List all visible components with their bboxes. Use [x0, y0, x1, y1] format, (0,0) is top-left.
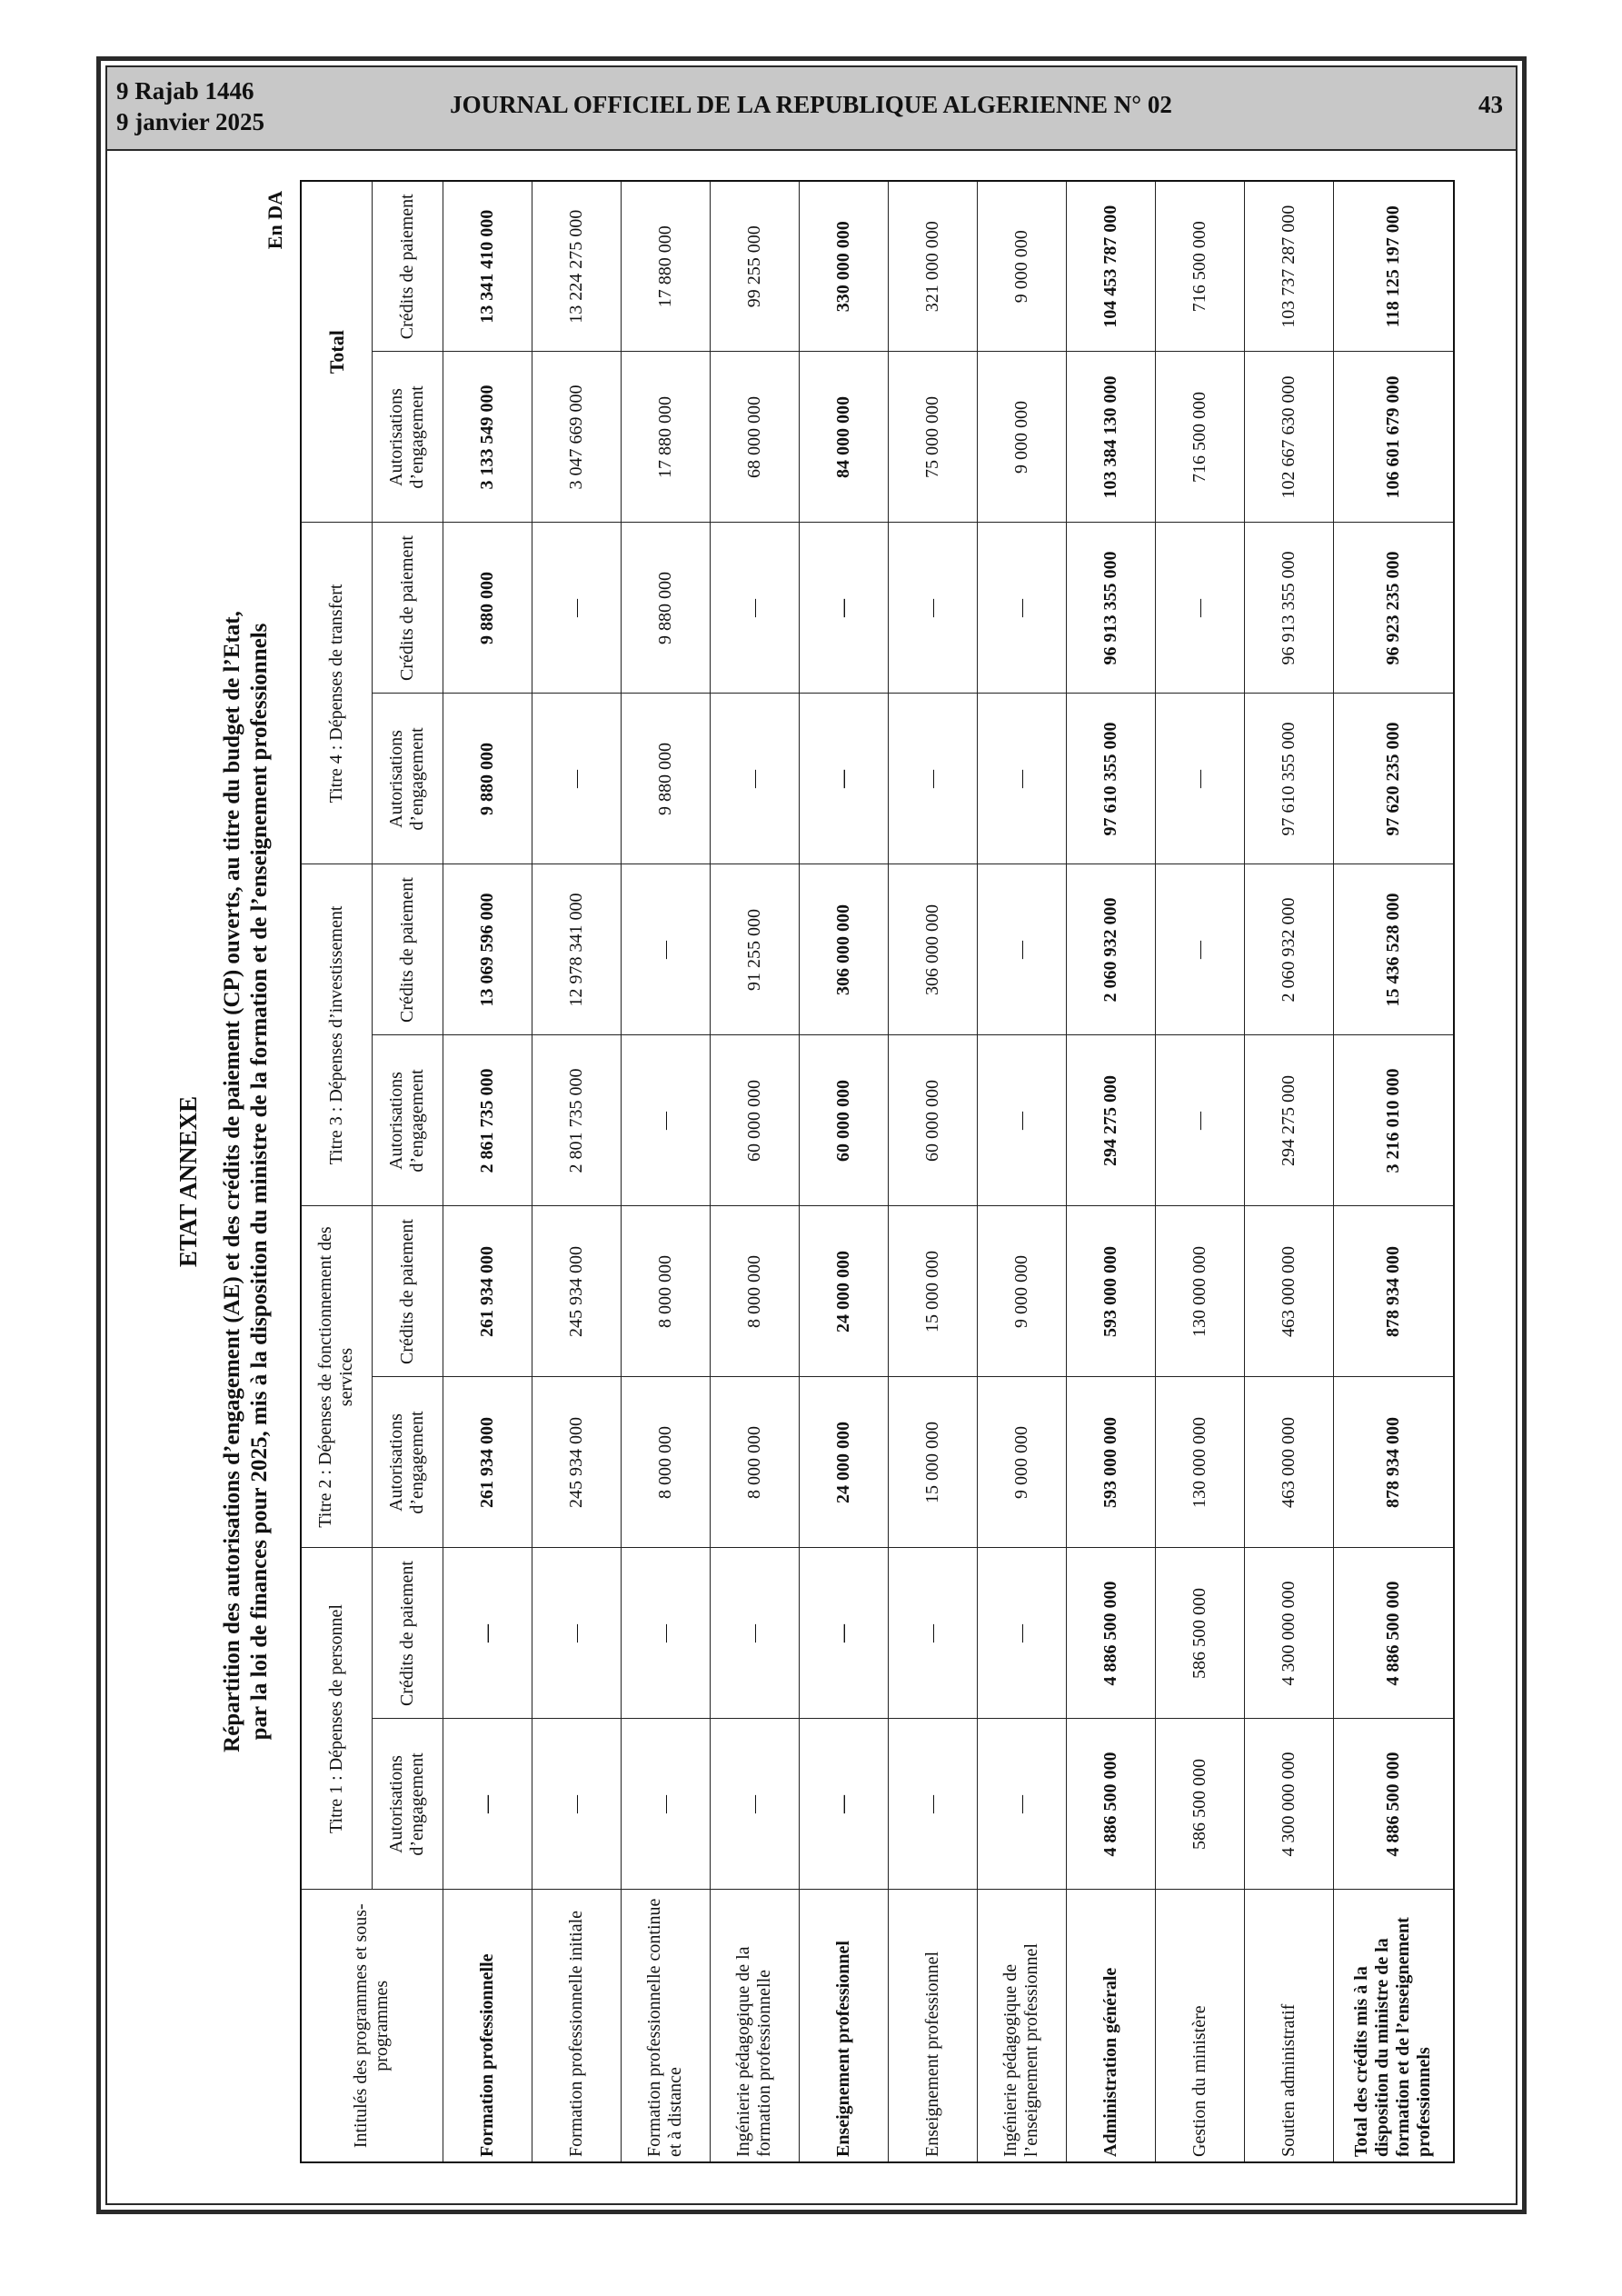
- value-cell: 12 978 341 000: [532, 864, 621, 1035]
- value-cell: 97 610 355 000: [1244, 694, 1333, 864]
- value-cell: 245 934 000: [532, 1206, 621, 1377]
- value-cell: 261 934 000: [443, 1206, 532, 1377]
- value-cell: —: [799, 523, 888, 694]
- sub-header-cp: Crédits de paiement: [372, 864, 443, 1035]
- value-cell: —: [977, 1035, 1066, 1206]
- value-cell: 104 453 787 000: [1066, 181, 1155, 352]
- table-row: [977, 181, 1066, 2162]
- header-date-gregorian: 9 janvier 2025: [116, 108, 264, 135]
- table-row: [621, 181, 710, 2162]
- value-cell: 99 255 000: [710, 181, 799, 352]
- sub-header-cp: Crédits de paiement: [372, 1548, 443, 1719]
- table-row: [443, 181, 532, 2162]
- annex-description-line1: Répartition des autorisations d’engagement (AE) et des crédits de paiement (CP) ouverts, au titre du budget de l’Etat,: [220, 611, 244, 1752]
- value-cell: 9 000 000: [977, 1377, 1066, 1548]
- group-header-titre1: Titre 1 : Dépenses de personnel: [301, 1548, 372, 1890]
- value-cell: 96 923 235 000: [1333, 523, 1454, 694]
- value-cell: 97 610 355 000: [1066, 694, 1155, 864]
- sub-header-ae: Autorisations d’engagement: [372, 1719, 443, 1890]
- value-cell: 306 000 000: [799, 864, 888, 1035]
- value-cell: 17 880 000: [621, 352, 710, 523]
- value-cell: 306 000 000: [888, 864, 977, 1035]
- value-cell: 330 000 000: [799, 181, 888, 352]
- value-cell: 103 384 130 000: [1066, 352, 1155, 523]
- header-journal-title: JOURNAL OFFICIEL DE LA REPUBLIQUE ALGERIENNE N° 02: [450, 91, 1172, 118]
- sub-header-ae: Autorisations d’engagement: [372, 1377, 443, 1548]
- value-cell: 24 000 000: [799, 1377, 888, 1548]
- sub-header-cp: Crédits de paiement: [372, 523, 443, 694]
- value-cell: 2 861 735 000: [443, 1035, 532, 1206]
- row-label: Formation professionnelle continue et à distance: [621, 1890, 710, 2162]
- value-cell: 91 255 000: [710, 864, 799, 1035]
- value-cell: —: [710, 1548, 799, 1719]
- sub-header-ae: Autorisations d’engagement: [372, 694, 443, 864]
- table-row: [1333, 181, 1454, 2162]
- value-cell: 8 000 000: [710, 1377, 799, 1548]
- value-cell: 586 500 000: [1155, 1548, 1244, 1719]
- table-row: [532, 181, 621, 2162]
- value-cell: —: [532, 1719, 621, 1890]
- value-cell: 13 224 275 000: [532, 181, 621, 352]
- value-cell: 4 300 000 000: [1244, 1719, 1333, 1890]
- label-column-header: Intitulés des programmes et sous-programmes: [301, 1890, 443, 2162]
- group-header-total: Total: [301, 181, 372, 523]
- value-cell: 2 801 735 000: [532, 1035, 621, 1206]
- value-cell: —: [977, 864, 1066, 1035]
- value-cell: —: [621, 1035, 710, 1206]
- value-cell: —: [977, 694, 1066, 864]
- value-cell: 68 000 000: [710, 352, 799, 523]
- value-cell: 261 934 000: [443, 1377, 532, 1548]
- value-cell: 4 886 500 000: [1066, 1719, 1155, 1890]
- value-cell: 60 000 000: [710, 1035, 799, 1206]
- value-cell: 13 341 410 000: [443, 181, 532, 352]
- value-cell: —: [977, 1719, 1066, 1890]
- budget-table: [300, 180, 1455, 2163]
- value-cell: 294 275 000: [1066, 1035, 1155, 1206]
- header-page-number: 43: [1478, 91, 1503, 118]
- row-label: Soutien administratif: [1244, 1890, 1333, 2162]
- value-cell: —: [799, 1719, 888, 1890]
- value-cell: —: [443, 1548, 532, 1719]
- value-cell: 463 000 000: [1244, 1206, 1333, 1377]
- value-cell: 9 000 000: [977, 352, 1066, 523]
- value-cell: 60 000 000: [888, 1035, 977, 1206]
- value-cell: —: [977, 523, 1066, 694]
- value-cell: —: [1155, 523, 1244, 694]
- value-cell: —: [799, 1548, 888, 1719]
- row-label: Gestion du ministère: [1155, 1890, 1244, 2162]
- value-cell: 13 069 596 000: [443, 864, 532, 1035]
- value-cell: 96 913 355 000: [1244, 523, 1333, 694]
- annex-description-line2: par la loi de finances pour 2025, mis à la disposition du ministre de la formation et de l’enseignement professionnels: [247, 623, 272, 1741]
- group-header-titre3: Titre 3 : Dépenses d’investissement: [301, 864, 372, 1206]
- sub-header-ae: Autorisations d’engagement: [372, 1035, 443, 1206]
- sub-header-ae: Autorisations d’engagement: [372, 352, 443, 523]
- value-cell: 4 886 500 000: [1333, 1719, 1454, 1890]
- annex-title: ETAT ANNEXE: [174, 1095, 202, 1268]
- value-cell: 878 934 000: [1333, 1206, 1454, 1377]
- row-label: Total des crédits mis à la disposition du ministre de la formation et de l’enseignement professionnels: [1333, 1890, 1454, 2162]
- value-cell: 586 500 000: [1155, 1719, 1244, 1890]
- row-label: Enseignement professionnel: [888, 1890, 977, 2162]
- table-row: [1066, 181, 1155, 2162]
- value-cell: —: [888, 694, 977, 864]
- value-cell: 245 934 000: [532, 1377, 621, 1548]
- value-cell: 130 000 000: [1155, 1377, 1244, 1548]
- value-cell: 97 620 235 000: [1333, 694, 1454, 864]
- value-cell: 3 216 010 000: [1333, 1035, 1454, 1206]
- value-cell: 84 000 000: [799, 352, 888, 523]
- group-header-titre2: Titre 2 : Dépenses de fonctionnement des services: [301, 1206, 372, 1548]
- value-cell: 8 000 000: [621, 1377, 710, 1548]
- row-label: Administration générale: [1066, 1890, 1155, 2162]
- value-cell: 9 880 000: [443, 694, 532, 864]
- value-cell: —: [977, 1548, 1066, 1719]
- value-cell: —: [888, 1548, 977, 1719]
- value-cell: 102 667 630 000: [1244, 352, 1333, 523]
- rotated-annex-content: [164, 173, 1454, 2191]
- sub-header-cp: Crédits de paiement: [372, 181, 443, 352]
- value-cell: —: [888, 523, 977, 694]
- value-cell: —: [532, 523, 621, 694]
- value-cell: 9 880 000: [443, 523, 532, 694]
- value-cell: 8 000 000: [710, 1206, 799, 1377]
- value-cell: 15 000 000: [888, 1377, 977, 1548]
- table-body: [443, 181, 1454, 2162]
- header-date-hijri: 9 Rajab 1446: [116, 77, 254, 105]
- value-cell: —: [799, 694, 888, 864]
- value-cell: 878 934 000: [1333, 1377, 1454, 1548]
- value-cell: 96 913 355 000: [1066, 523, 1155, 694]
- table-row: [1244, 181, 1333, 2162]
- value-cell: 103 737 287 000: [1244, 181, 1333, 352]
- row-label: Enseignement professionnel: [799, 1890, 888, 2162]
- value-cell: —: [621, 864, 710, 1035]
- table-row: [888, 181, 977, 2162]
- value-cell: 321 000 000: [888, 181, 977, 352]
- value-cell: —: [1155, 1035, 1244, 1206]
- group-header-titre4: Titre 4 : Dépenses de transfert: [301, 523, 372, 864]
- table-row: [710, 181, 799, 2162]
- row-label: Formation professionnelle initiale: [532, 1890, 621, 2162]
- sub-header-cp: Crédits de paiement: [372, 1206, 443, 1377]
- value-cell: —: [710, 694, 799, 864]
- value-cell: —: [532, 1548, 621, 1719]
- value-cell: 9 000 000: [977, 181, 1066, 352]
- value-cell: 118 125 197 000: [1333, 181, 1454, 352]
- value-cell: 2 060 932 000: [1244, 864, 1333, 1035]
- value-cell: 3 047 669 000: [532, 352, 621, 523]
- value-cell: —: [532, 694, 621, 864]
- row-label: Ingénierie pédagogique de la formation professionnelle: [710, 1890, 799, 2162]
- value-cell: 593 000 000: [1066, 1206, 1155, 1377]
- value-cell: 15 436 528 000: [1333, 864, 1454, 1035]
- value-cell: 75 000 000: [888, 352, 977, 523]
- value-cell: 716 500 000: [1155, 352, 1244, 523]
- value-cell: 106 601 679 000: [1333, 352, 1454, 523]
- value-cell: 2 060 932 000: [1066, 864, 1155, 1035]
- value-cell: 17 880 000: [621, 181, 710, 352]
- value-cell: 4 886 500 000: [1333, 1548, 1454, 1719]
- value-cell: 4 886 500 000: [1066, 1548, 1155, 1719]
- value-cell: 716 500 000: [1155, 181, 1244, 352]
- currency-unit: En DA: [264, 191, 286, 250]
- value-cell: 8 000 000: [621, 1206, 710, 1377]
- value-cell: 9 880 000: [621, 694, 710, 864]
- value-cell: —: [710, 523, 799, 694]
- value-cell: 15 000 000: [888, 1206, 977, 1377]
- value-cell: —: [443, 1719, 532, 1890]
- value-cell: 463 000 000: [1244, 1377, 1333, 1548]
- row-label: Formation professionnelle: [443, 1890, 532, 2162]
- table-row: [1155, 181, 1244, 2162]
- sub-header-row: [372, 181, 443, 2162]
- value-cell: 294 275 000: [1244, 1035, 1333, 1206]
- value-cell: 9 880 000: [621, 523, 710, 694]
- value-cell: —: [621, 1548, 710, 1719]
- value-cell: —: [621, 1719, 710, 1890]
- value-cell: 593 000 000: [1066, 1377, 1155, 1548]
- value-cell: 24 000 000: [799, 1206, 888, 1377]
- value-cell: 4 300 000 000: [1244, 1548, 1333, 1719]
- value-cell: —: [1155, 694, 1244, 864]
- value-cell: —: [1155, 864, 1244, 1035]
- row-label: Ingénierie pédagogique de l’enseignement professionnel: [977, 1890, 1066, 2162]
- table-row: [799, 181, 888, 2162]
- value-cell: 3 133 549 000: [443, 352, 532, 523]
- value-cell: —: [710, 1719, 799, 1890]
- value-cell: 130 000 000: [1155, 1206, 1244, 1377]
- value-cell: 60 000 000: [799, 1035, 888, 1206]
- value-cell: —: [888, 1719, 977, 1890]
- value-cell: 9 000 000: [977, 1206, 1066, 1377]
